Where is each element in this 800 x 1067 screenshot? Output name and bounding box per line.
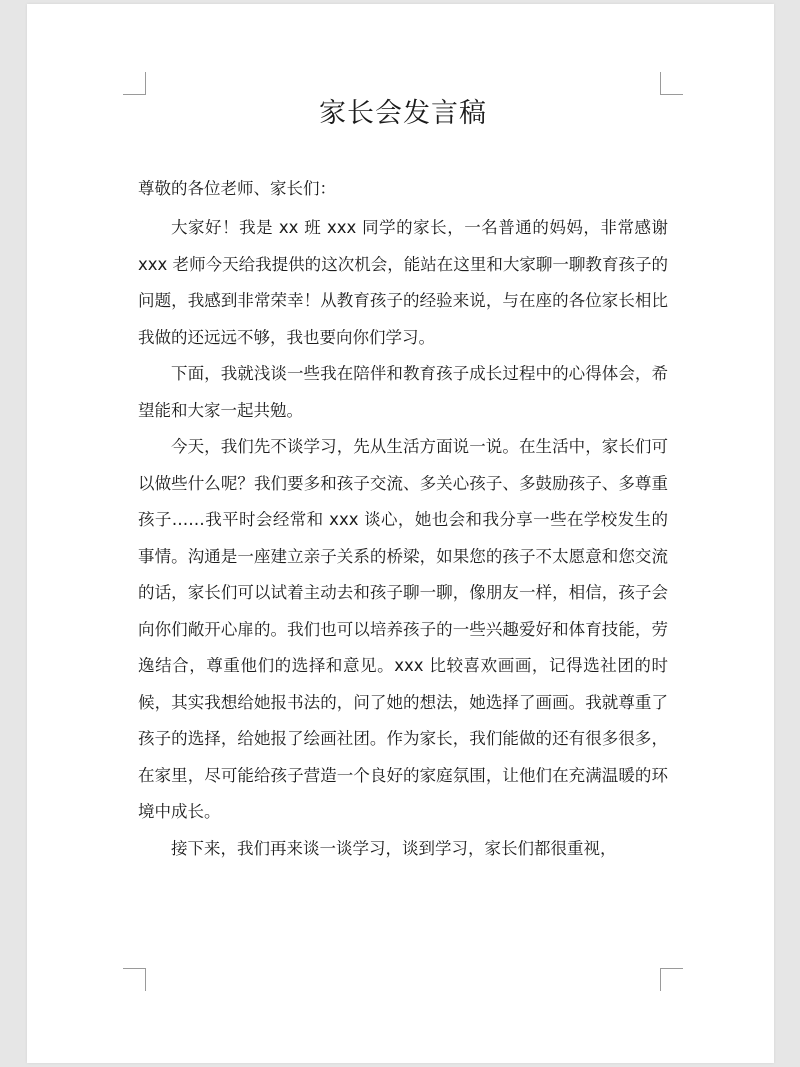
paragraph: 接下来，我们再来谈一谈学习，谈到学习，家长们都很重视， [171,838,617,858]
document-body [138,92,668,867]
margin-corner-bottom-right [660,968,683,991]
salutation: 尊敬的各位老师、家长们： [138,179,336,198]
paragraph: 大家好！我是 xx 班 xxx 同学的家长，一名普通的妈妈，非常感谢 xxx 老师今天给我提供的这次机会，能站在这里和大家聊一聊教育孩子的问题，我感到非常荣幸！从教育孩子的经验来说，与在座的各位家长相比我做的还远远不够，我也要向你们学习。 [138,218,668,347]
paragraph: 下面，我就浅谈一些我在陪伴和教育孩子成长过程中的心得体会，希望能和大家一起共勉。 [138,364,668,420]
document-page [27,4,774,1063]
document-title: 家长会发言稿 [319,98,487,129]
margin-corner-bottom-left [123,968,146,991]
paragraph: 今天，我们先不谈学习，先从生活方面说一说。在生活中，家长们可以做些什么呢？我们要多和孩子交流、多关心孩子、多鼓励孩子、多尊重孩子……我平时会经常和 xxx 谈心，她也会和我分享一些在学校发生的事情。沟通是一座建立亲子关系的桥梁，如果您的孩子不太愿意和您交流的话，家长们可以试着主动去和孩子聊一聊，像朋友一样，相信，孩子会向你们敞开心扉的。我们也可以培养孩子的一些兴趣爱好和体育技能，劳逸结合，尊重他们的选择和意见。xxx 比较喜欢画画，记得选社团的时候，其实我想给她报书法的，问了她的想法，她选择了画画。我就尊重了孩子的选择，给她报了绘画社团。作为家长，我们能做的还有很多很多，在家里，尽可能给孩子营造一个良好的家庭氛围，让他们在充满温暖的环境中成长。 [138,437,668,821]
